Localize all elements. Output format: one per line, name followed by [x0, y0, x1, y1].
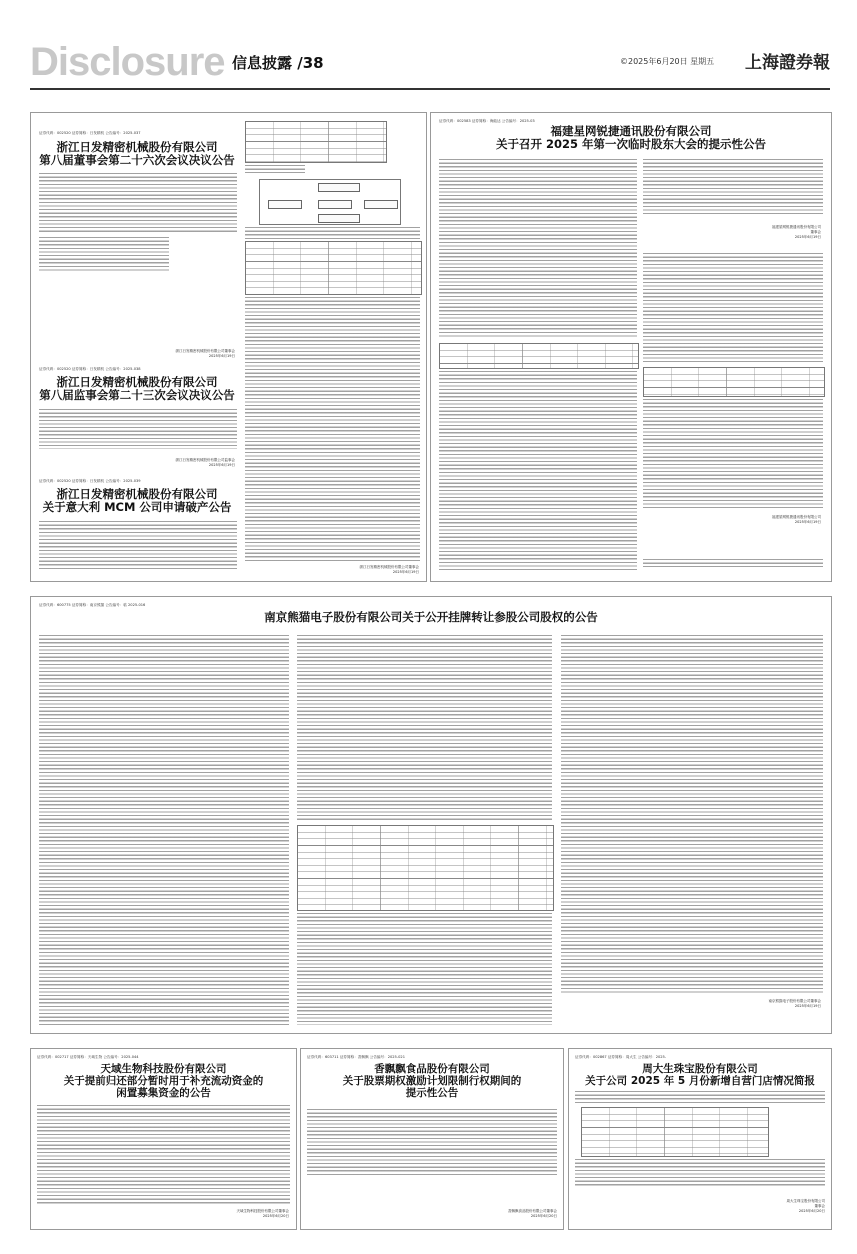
sign-3: 浙江日发精密机械股份有限公司董事会 2025年6月19日 [359, 565, 419, 574]
section-title: 信息披露 /38 [232, 54, 324, 72]
xiangpiao-sign: 香飘飘食品股份有限公司董事会 2025年6月20日 [508, 1209, 557, 1218]
body-text-3 [39, 521, 237, 569]
tianyu-sign: 天域生物科技股份有限公司董事会 2025年6月20日 [236, 1209, 289, 1218]
zds-body-b [575, 1159, 825, 1187]
fujian-title: 福建星网锐捷通讯股份有限公司 关于召开 2025 年第一次临时股东大会的提示性公告 [495, 124, 766, 152]
tianyu-codeline: 证券代码：002717 证券简称：天域生物 公告编号：2025-044 [37, 1055, 139, 1059]
chart-node-top [318, 183, 360, 192]
zds-store-table [581, 1107, 769, 1157]
finance-table [245, 241, 422, 295]
fujian-codeline: 证券代码：002583 证券简称：海能达 公告编号：2025-03 [439, 119, 535, 123]
zds-codeline: 证券代码：002867 证券简称：周大生 公告编号：2025- [575, 1055, 667, 1059]
zds-body-a [575, 1091, 825, 1103]
info-table [245, 121, 387, 163]
fujian-vote-table [643, 367, 825, 397]
body-text-right-b [245, 227, 420, 239]
fujian-body-left-b [439, 371, 637, 571]
chart-node-mid [318, 200, 352, 209]
zds-title: 周大生珠宝股份有限公司 关于公司 2025 年 5 月份新增自营门店情况简报 [585, 1063, 815, 1088]
nanjing-col2-a [297, 635, 552, 821]
title-2: 浙江日发精密机械股份有限公司 第八届监事会第二十三次会议决议公告 [39, 375, 235, 403]
codeline-1: 证券代码：002520 证券简称：日发精机 公告编号：2025-037 [39, 131, 141, 135]
nanjing-col1 [39, 635, 289, 1025]
chart-node-right [364, 200, 398, 209]
masthead-rule [30, 88, 830, 90]
body-text-right-a [245, 165, 305, 173]
fujian-body-left [439, 159, 637, 339]
ad-nanjing-panda [30, 596, 832, 1034]
body-text-1b [39, 237, 169, 271]
nanjing-finance-table [297, 825, 554, 911]
sign-2: 浙江日发精密机械股份有限公司监事会 2025年6月19日 [175, 458, 235, 467]
xiangpiao-codeline: 证券代码：603711 证券简称：香飘飘 公告编号：2025-021 [307, 1055, 405, 1059]
ad-fujian-xingwang [430, 112, 832, 582]
tianyu-body [37, 1105, 290, 1205]
ad-zhejiang-rifa [30, 112, 427, 582]
xiangpiao-body [307, 1109, 557, 1175]
sign-1: 浙江日发精密机械股份有限公司董事会 2025年6月19日 [175, 349, 235, 358]
codeline-3: 证券代码：002520 证券简称：日发精机 公告编号：2025-039 [39, 479, 141, 483]
fujian-footnote [643, 559, 823, 567]
chart-node-bottom [318, 214, 360, 223]
issue-date: ©2025年6月20日 星期五 [620, 57, 715, 66]
body-text-right-c [245, 297, 420, 561]
brand-logo: Disclosure [30, 40, 225, 84]
title-1: 浙江日发精密机械股份有限公司 第八届董事会第二十六次会议决议公告 [39, 140, 235, 168]
fujian-body-right-c [643, 399, 823, 509]
ad-xiangpiaopiao [300, 1048, 564, 1230]
nanjing-codeline: 证券代码：600775 证券简称：南京熊猫 公告编号：临 2025-016 [39, 603, 146, 607]
masthead [30, 42, 830, 82]
ad-zhoudasheng [568, 1048, 832, 1230]
title-3: 浙江日发精密机械股份有限公司 关于意大利 MCM 公司申请破产公告 [42, 487, 232, 515]
xiangpiao-title: 香飘飘食品股份有限公司 关于股票期权激励计划限制行权期间的 提示性公告 [342, 1063, 522, 1100]
codeline-2: 证券代码：002520 证券简称：日发精机 公告编号：2025-038 [39, 367, 141, 371]
nanjing-title: 南京熊猫电子股份有限公司关于公开挂牌转让参股公司股权的公告 [264, 610, 598, 624]
tianyu-title: 天域生物科技股份有限公司 关于提前归还部分暂时用于补充流动资金的 闲置募集资金的公告 [63, 1063, 264, 1100]
structure-chart [259, 179, 401, 225]
body-text-1 [39, 173, 237, 233]
fujian-proposal-table [439, 343, 639, 369]
body-text-2 [39, 409, 237, 449]
nanjing-col2-b [297, 913, 552, 1025]
ad-tianyu [30, 1048, 297, 1230]
chart-node-left [268, 200, 302, 209]
fujian-sign-1: 福建星网锐捷通讯股份有限公司 董事会 2025年6月19日 [772, 225, 821, 239]
nanjing-col3 [561, 635, 823, 995]
fujian-body-right-a [643, 159, 823, 215]
nanjing-sign: 南京熊猫电子股份有限公司董事会 2025年6月19日 [768, 999, 821, 1008]
fujian-body-right-b [643, 253, 823, 363]
newspaper-name: 上海證券報 [745, 53, 830, 73]
fujian-sign-2: 福建星网锐捷通讯股份有限公司 2025年6月19日 [772, 515, 821, 524]
zds-sign: 周大生珠宝股份有限公司 董事会 2025年6月20日 [786, 1199, 825, 1213]
